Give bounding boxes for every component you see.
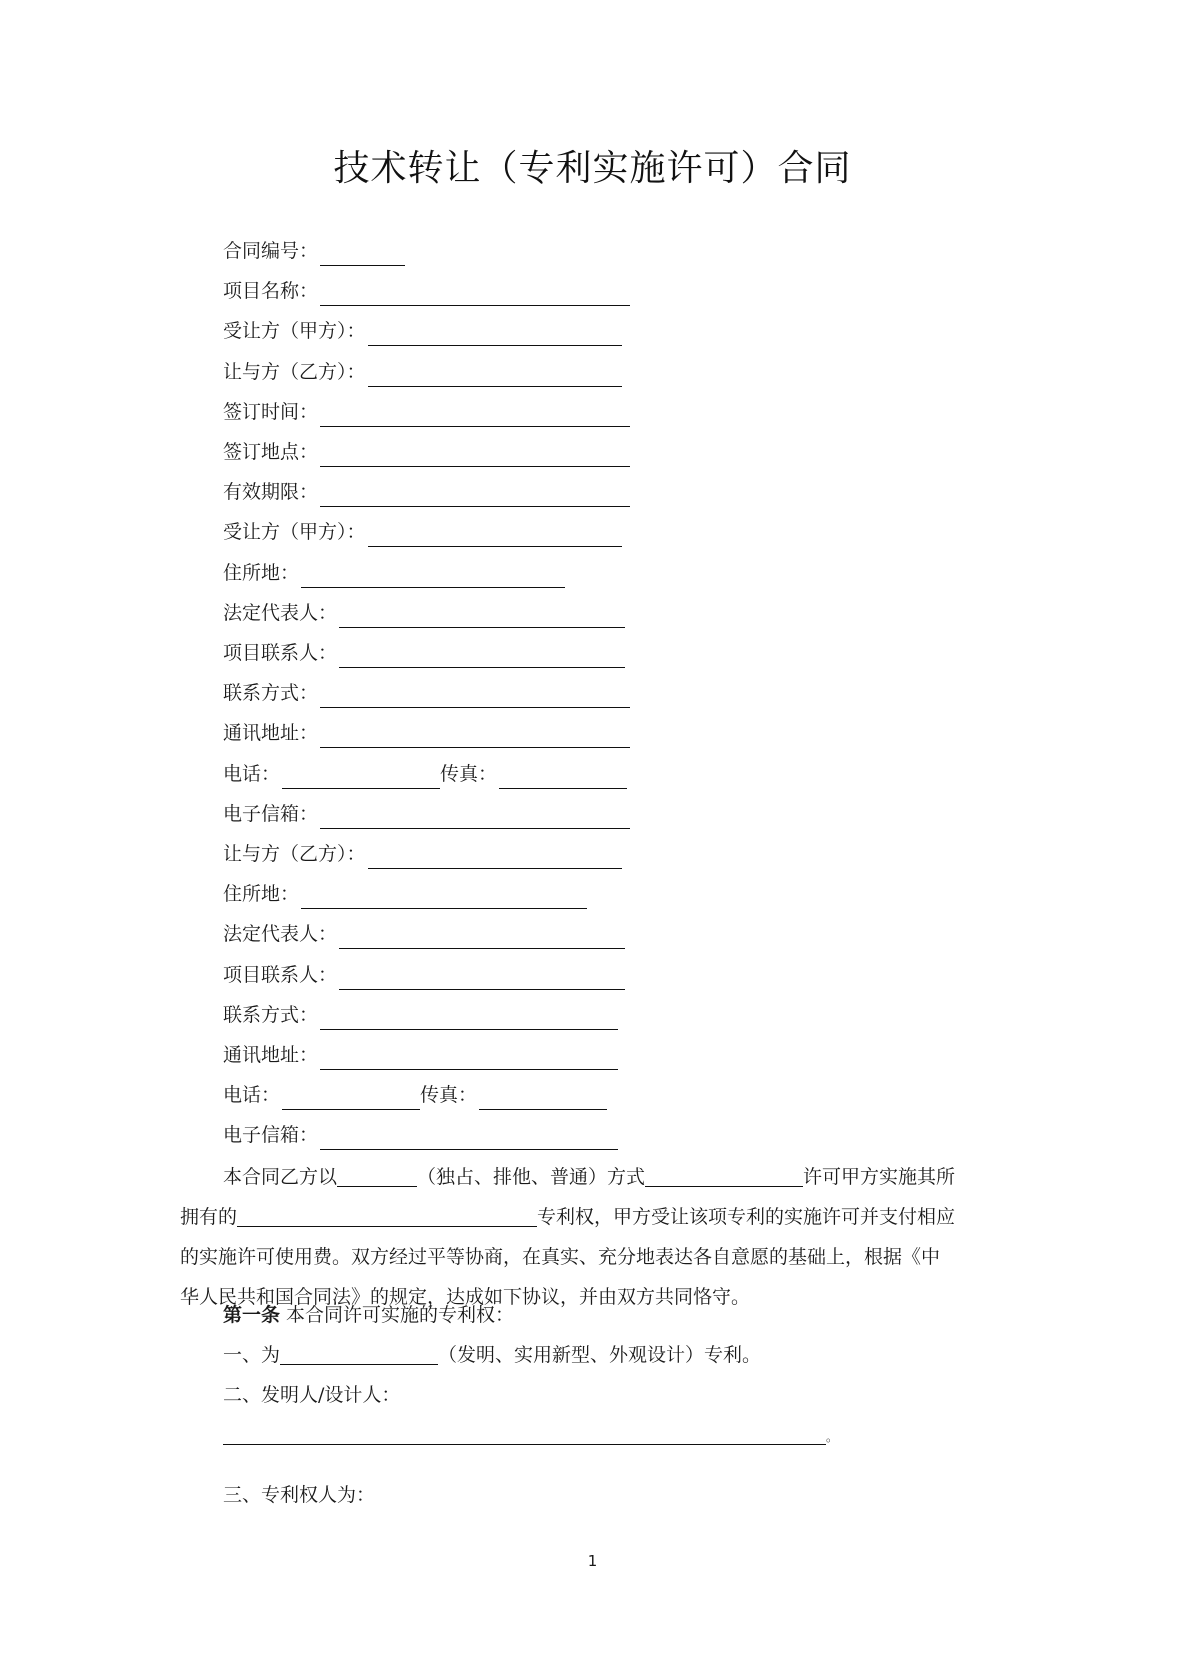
patent-name-blank[interactable] [237, 1204, 537, 1227]
field-blank[interactable] [320, 243, 405, 266]
field-row [223, 1120, 618, 1150]
inventor-line: 。 [223, 1420, 838, 1452]
field-blank[interactable] [320, 725, 630, 748]
article-1-item-2: 二、发明人/设计人： [223, 1384, 401, 1406]
field-blank[interactable] [320, 283, 630, 306]
field-blank[interactable] [499, 766, 627, 789]
field-row [223, 1000, 618, 1030]
field-label: 电话： [223, 762, 281, 785]
field-row [223, 1080, 607, 1110]
field-label: 受让方（甲方）： [223, 521, 366, 544]
field-label: 电话： [223, 1084, 281, 1107]
field-label: 项目联系人： [223, 963, 338, 986]
license-type-blank[interactable] [337, 1164, 417, 1187]
field-row [223, 276, 630, 306]
field-row [223, 678, 630, 708]
field-label: 电子信箱： [223, 802, 319, 825]
field-row [223, 638, 625, 668]
field-blank[interactable] [301, 886, 587, 909]
field-blank[interactable] [320, 404, 630, 427]
field-blank[interactable] [339, 645, 625, 668]
field-blank[interactable] [282, 766, 440, 789]
field-row [223, 799, 630, 829]
field-blank[interactable] [320, 1047, 618, 1070]
field-blank[interactable] [368, 364, 622, 387]
field-label: 有效期限： [223, 481, 319, 504]
field-blank[interactable] [368, 846, 622, 869]
field-label: 通讯地址： [223, 722, 319, 745]
field-row [223, 397, 630, 427]
field-label: 通讯地址： [223, 1044, 319, 1066]
article-1-heading: 第一条 本合同许可实施的专利权： [223, 1304, 515, 1326]
preamble-line-1: 本合同乙方以 （独占、排他、普通）方式 许可甲方实施其所 [223, 1166, 956, 1188]
field-blank[interactable] [320, 1007, 618, 1030]
preamble-paragraph [180, 1157, 1010, 1317]
field-row [223, 598, 625, 628]
field-row [223, 919, 625, 949]
field-label: 联系方式： [223, 1003, 319, 1026]
field-blank[interactable] [339, 967, 625, 990]
article-1-item-1: 一、为 （发明、实用新型、外观设计）专利。 [223, 1344, 762, 1366]
field-label: 传真： [440, 762, 498, 785]
field-row [223, 477, 630, 507]
field-row [223, 839, 622, 869]
field-label: 法定代表人： [223, 923, 338, 946]
inventor-blank[interactable] [223, 1422, 826, 1445]
field-row [223, 316, 622, 346]
field-row [223, 437, 630, 467]
license-mode-blank[interactable] [645, 1164, 803, 1187]
field-label: 联系方式： [223, 682, 319, 705]
field-row [223, 960, 625, 990]
field-blank[interactable] [282, 1087, 420, 1110]
field-row [223, 1040, 618, 1070]
field-row [223, 879, 587, 909]
preamble-line-2: 拥有的 专利权，甲方受让该项专利的实施许可并支付相应 [180, 1206, 956, 1228]
document-title: 技术转让（专利实施许可）合同 [333, 148, 852, 189]
field-blank[interactable] [368, 524, 622, 547]
field-label: 签订地点： [223, 441, 319, 463]
field-label: 让与方（乙方）： [223, 360, 366, 383]
field-blank[interactable] [301, 565, 565, 588]
preamble-line-3: 的实施许可使用费。双方经过平等协商，在真实、充分地表达各自意愿的基础上，根据《中 [180, 1246, 941, 1268]
field-row [223, 517, 622, 547]
field-label: 受让方（甲方）： [223, 320, 366, 343]
field-row [223, 558, 565, 588]
field-blank[interactable] [320, 1127, 618, 1150]
field-blank[interactable] [320, 444, 630, 467]
field-label: 电子信箱： [223, 1124, 319, 1147]
field-label: 法定代表人： [223, 601, 338, 624]
field-blank[interactable] [368, 323, 622, 346]
field-row [223, 718, 630, 748]
article-1-item-3: 三、专利权人为： [223, 1484, 376, 1506]
field-blank[interactable] [339, 605, 625, 628]
field-blank[interactable] [479, 1087, 607, 1110]
field-blank[interactable] [320, 685, 630, 708]
field-label: 项目名称： [223, 280, 319, 303]
field-label: 项目联系人： [223, 642, 338, 664]
preamble-line-4: 华人民共和国合同法》的规定，达成如下协议，并由双方共同恪守。 [180, 1286, 751, 1308]
field-label: 住所地： [223, 883, 300, 906]
field-label: 合同编号： [223, 240, 319, 262]
field-label: 住所地： [223, 561, 300, 584]
field-blank[interactable] [339, 926, 625, 949]
patent-type-blank[interactable] [280, 1342, 438, 1365]
field-blank[interactable] [320, 484, 630, 507]
field-row [223, 236, 405, 266]
page-number: 1 [587, 1552, 598, 1570]
field-row [223, 357, 622, 387]
field-row [223, 759, 627, 789]
field-label: 让与方（乙方）： [223, 843, 366, 865]
field-label: 签订时间： [223, 400, 319, 423]
field-blank[interactable] [320, 806, 630, 829]
field-label: 传真： [420, 1084, 478, 1107]
